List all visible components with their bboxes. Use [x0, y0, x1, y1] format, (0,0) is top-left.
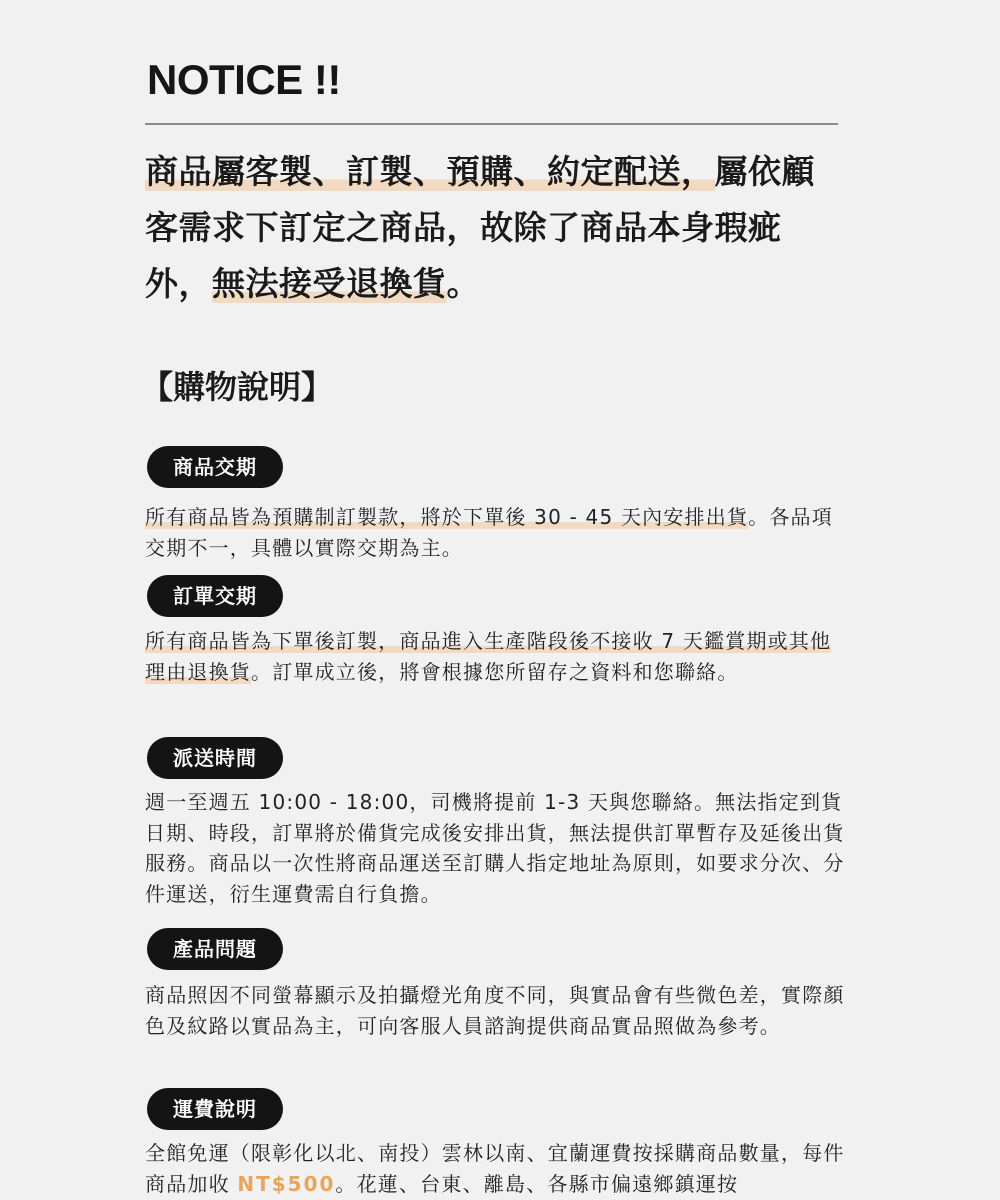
section-text-delivery-time: 週一至週五 10:00 - 18:00，司機將提前 1-3 天與您聯絡。無法指定到貨日期、時段，訂單將於備貨完成後安排出貨，無法提供訂單暫存及延後出貨服務。商品以一次性將商品運送至訂購人指定地址為原則，如要求分次、分件運送，衍生運費需自行負擔。: [145, 790, 845, 906]
divider: [145, 123, 838, 125]
section-label-delivery-period: 商品交期: [147, 446, 283, 488]
warning-text: 屬依顧客需求下訂定之商品，故除了商品本身瑕疵外，: [145, 152, 815, 303]
body-text: 。花蓮、台東、離島、各縣市偏遠鄉鎮運按: [335, 1171, 739, 1196]
section-label-delivery-time: 派送時間: [147, 737, 283, 779]
body-text: 。訂單成立後，將會根據您所留存之資料和您聯絡。: [251, 659, 739, 684]
price-text: NT$500: [237, 1171, 336, 1196]
body-text: 全館免運（限彰化以北、南投）雲林以南、宜蘭運費按採購商品數量，每件商品加收: [145, 1141, 845, 1196]
shopping-guide-heading: 【購物說明】: [141, 368, 334, 406]
section-label-order-period: 訂單交期: [147, 575, 283, 617]
section-text-product-issues: 商品照因不同螢幕顯示及拍攝燈光角度不同，與實品會有些微色差，實際顏色及紋路以實品為主，可向客服人員諮詢提供商品實品照做為參考。: [145, 983, 845, 1038]
highlight-text: 所有商品皆為預購制訂製款，將於下單後 30 - 45 天內安排出貨: [145, 505, 749, 529]
section-text-shipping-fee: [145, 1138, 845, 1199]
section-text-delivery-period: [145, 502, 845, 563]
notice-title: NOTICE !!: [147, 56, 341, 103]
notice-warning: [145, 144, 845, 312]
warning-highlight-1: 商品屬客製、訂製、預購、約定配送，: [145, 152, 715, 191]
section-label-shipping-fee: 運費說明: [147, 1088, 283, 1130]
warning-end: 。: [446, 264, 480, 303]
body-text: 。各品項交期不一，具體以實際交期為主。: [145, 505, 833, 560]
section-label-product-issues: 產品問題: [147, 928, 283, 970]
highlight-text: 所有商品皆為下單後訂製，商品進入生產階段後不接收 7 天鑑賞期或其他理由退換貨: [145, 629, 832, 684]
section-text-order-period: [145, 626, 845, 687]
warning-highlight-2: 無法接受退換貨: [212, 264, 447, 303]
